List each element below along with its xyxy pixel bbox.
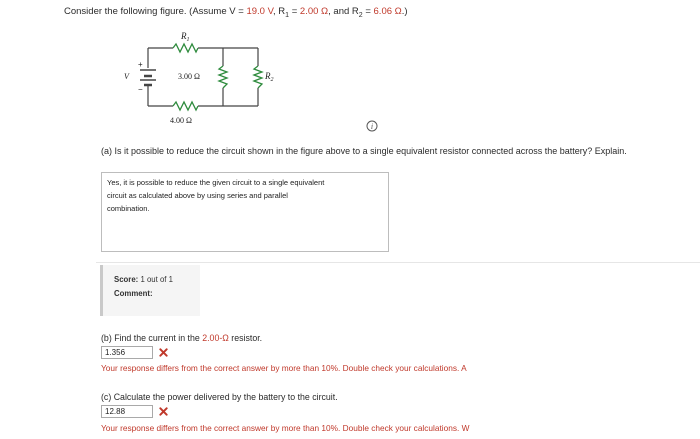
question-eq-1: = [289, 6, 300, 17]
question-sep-2: , and R [328, 6, 359, 17]
question-prefix: Consider the following figure. (Assume V = [64, 6, 247, 17]
battery-label: V [124, 72, 129, 81]
score-value: 1 out of 1 [140, 275, 173, 284]
bottom-resistor-label: 4.00 Ω [170, 116, 192, 125]
battery-minus: − [138, 85, 143, 94]
voltage-value: 19.0 V [246, 6, 274, 17]
score-label: Score: [114, 275, 139, 284]
part-b-prompt-end: resistor. [228, 333, 263, 343]
part-a-answer-textarea[interactable] [101, 172, 389, 252]
part-c-feedback: Your response differs from the correct answer by more than 10%. Double check your calculations. W [101, 423, 470, 433]
part-b-answer-input[interactable]: 1.356 [101, 346, 153, 359]
middle-resistor-label: 3.00 Ω [178, 72, 200, 81]
comment-label: Comment: [114, 289, 153, 298]
part-a-answer-line-3: combination. [107, 204, 150, 213]
question-sep-1: , R [273, 6, 286, 17]
resistor-3ohm [219, 66, 227, 88]
battery-plus: + [138, 60, 143, 69]
circuit-diagram [118, 28, 278, 128]
part-b-feedback: Your response differs from the correct answer by more than 10%. Double check your calculations. A [101, 363, 467, 373]
incorrect-x-icon [159, 348, 168, 357]
svg-text:i: i [370, 122, 374, 131]
r1-value: 2.00 Ω [299, 6, 329, 17]
circuit-wires [148, 48, 258, 106]
part-c-answer-input[interactable]: 12.88 [101, 405, 153, 418]
part-a-answer-line-1: Yes, it is possible to reduce the given circuit to a single equivalent [107, 178, 325, 187]
question-eq-2: = [362, 6, 374, 17]
score-line [114, 275, 173, 284]
r1-label: $R_1$ [181, 31, 190, 43]
section-divider [96, 262, 700, 263]
resistor-r1 [173, 44, 198, 52]
part-b-prompt-highlight: 2.00-Ω [202, 333, 229, 343]
score-panel-accent [100, 265, 103, 316]
r2-label: $R_2$ [265, 71, 274, 83]
resistor-r2 [254, 66, 262, 88]
incorrect-x-icon [159, 407, 168, 416]
part-a-answer-line-2: circuit as calculated above by using series and parallel [107, 191, 288, 200]
question-text: Consider the following figure. (Assume V = 19.0 V, $R_1 = 2.00$ Ω, and $R_2 = 6.06$ Ω.) [64, 6, 408, 19]
resistor-4ohm [173, 102, 198, 110]
part-b-prompt [101, 333, 262, 343]
comment-line [114, 289, 153, 298]
part-a-prompt: (a) Is it possible to reduce the circuit shown in the figure above to a single equivalent resistor connected across the battery? Explain. [101, 146, 627, 156]
info-icon[interactable] [366, 120, 378, 132]
question-close: .) [401, 6, 408, 17]
part-c-prompt: (c) Calculate the power delivered by the battery to the circuit. [101, 392, 338, 402]
part-b-prompt-start: (b) Find the current in the [101, 333, 203, 343]
r2-value: 6.06 Ω [373, 6, 402, 17]
